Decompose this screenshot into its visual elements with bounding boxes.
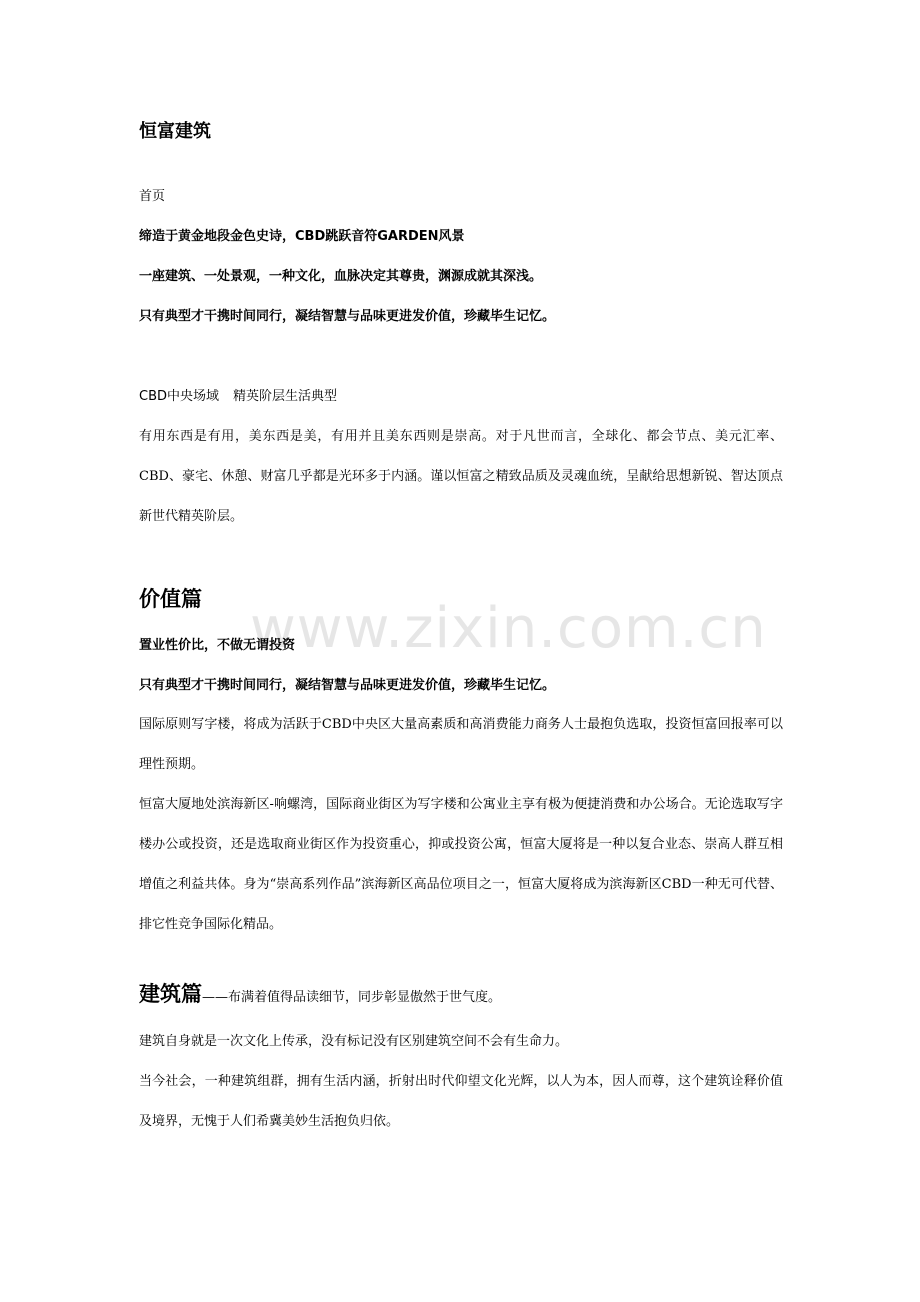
intro-line-1: 缔造于黄金地段金色史诗，CBD跳跃音符GARDEN风景 — [139, 229, 465, 244]
value-paragraph-1: 国际原则写字楼，将成为活跃于CBD中央区大量高素质和高消费能力商务人士最抱负选取，投资恒富回报率可以理性预期。 — [139, 717, 783, 772]
intro-line-2: 一座建筑、一处景观，一种文化，血脉决定其尊贵，渊源成就其深浅。 — [139, 269, 543, 284]
cbd-paragraph: 有用东西是有用，美东西是美，有用并且美东西则是崇高。对于凡世而言，全球化、都会节点、美元汇率、CBD、豪宅、休憩、财富几乎都是光环多于内涵。谨以恒富之精致品质及灵魂血统，呈献给思想新锐、智达顶点新世代精英阶层。 — [139, 429, 783, 524]
watermark: www.zixin.com.cn — [250, 596, 767, 661]
architecture-heading-note: ——布满着值得品读细节，同步彰显傲然于世气度。 — [202, 990, 502, 1005]
nav-home-label: 首页 — [139, 189, 166, 204]
architecture-paragraph-2: 当今社会，一种建筑组群，拥有生活内涵，折射出时代仰望文化光辉，以人为本，因人而尊，这个建筑诠释价值及境界，无愧于人们希冀美妙生活抱负归依。 — [139, 1074, 783, 1129]
value-bold-line-2: 只有典型才干携时间同行，凝结智慧与品味更进发价值，珍藏毕生记忆。 — [139, 678, 556, 693]
cbd-subheading-right: 精英阶层生活典型 — [233, 389, 338, 404]
value-section-heading: 价值篇 — [139, 587, 202, 611]
architecture-paragraph-1: 建筑自身就是一次文化上传承，没有标记没有区别建筑空间不会有生命力。 — [139, 1034, 569, 1049]
value-paragraph-2: 恒富大厦地处滨海新区-响螺湾，国际商业街区为写字楼和公寓业主享有极为便捷消费和办公场合。无论选取写字楼办公或投资，还是选取商业街区作为投资重心，抑或投资公寓，恒富大厦将是一种以复合业态、崇高人群互相增值之利益共体。身为“崇高系列作品”滨海新区高品位项目之一，恒富大厦将成为滨海新区CBD一种无可代替、排它性竞争国际化精品。 — [139, 797, 783, 932]
architecture-section-heading — [139, 980, 783, 1012]
value-bold-line-1: 置业性价比，不做无谓投资 — [139, 638, 296, 653]
cbd-subheading — [139, 387, 783, 407]
page-title: 恒富建筑 — [139, 121, 211, 142]
intro-line-3: 只有典型才干携时间同行，凝结智慧与品味更进发价值，珍藏毕生记忆。 — [139, 309, 556, 324]
architecture-heading-text: 建筑篇 — [139, 982, 202, 1006]
cbd-subheading-left: CBD中央场域 — [139, 389, 220, 404]
